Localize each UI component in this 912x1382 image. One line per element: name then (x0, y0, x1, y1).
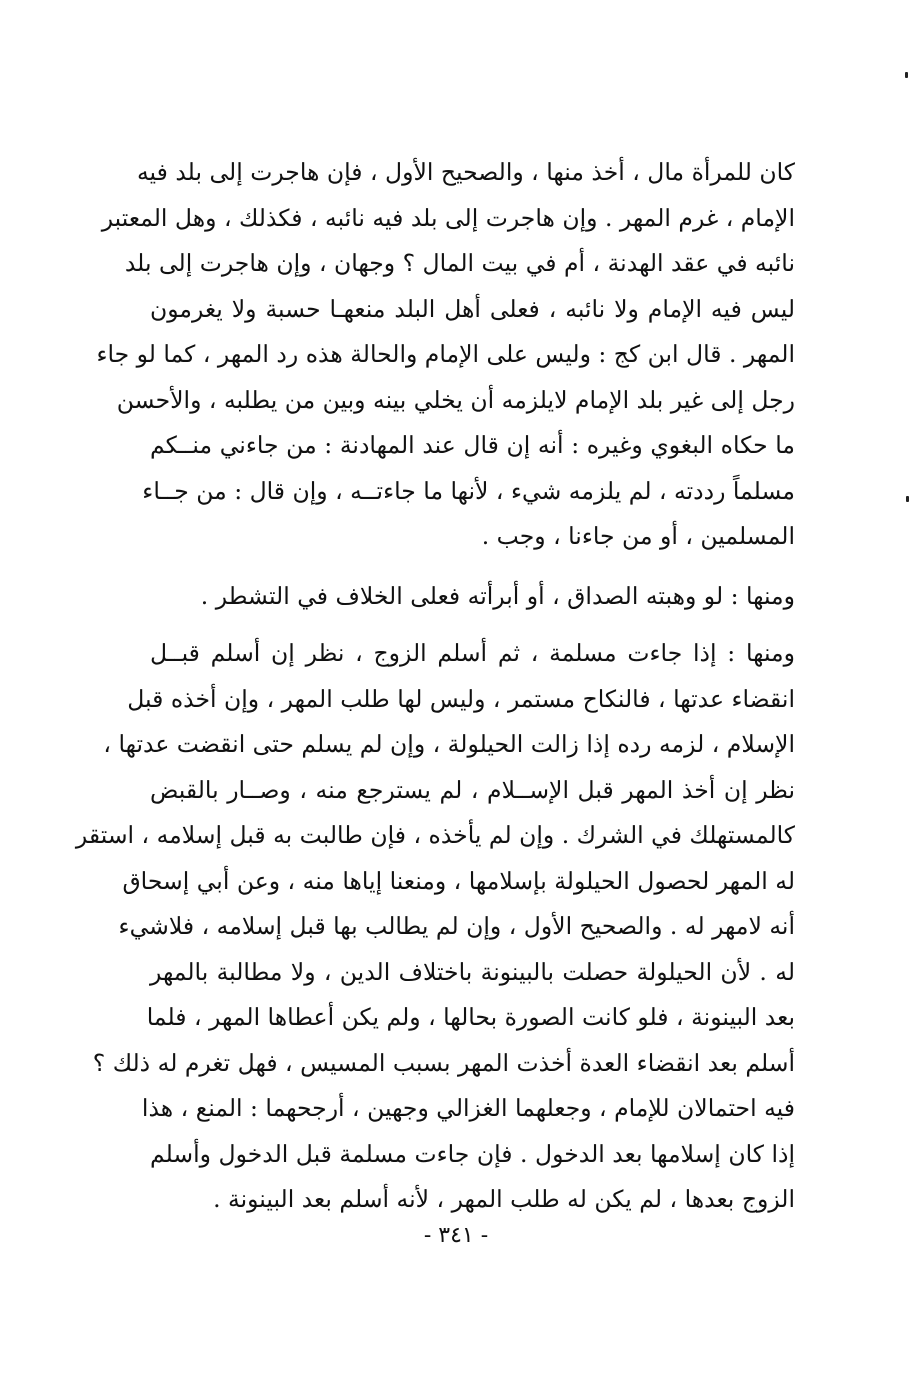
text-line: ما حكاه البغوي وغيره : أنه إن قال عند المهادنة : من جاءني منــكم (150, 431, 795, 459)
text-line: الزوج بعدها ، لم يكن له طلب المهر ، لأنه أسلم بعد البينونة . (213, 1185, 795, 1213)
text-line: ليس فيه الإمام ولا نائبه ، فعلى أهل البلد منعهـا حسبة ولا يغرمون (150, 294, 795, 323)
text-line: الإمام ، غرم المهر . وإن هاجرت إلى بلد فيه نائبه ، فكذلك ، وهل المعتبر (101, 203, 795, 232)
paragraph-1 (96, 150, 795, 560)
text-line: نائبه في عقد الهدنة ، أم في بيت المال ؟ وجهان ، وإن هاجرت إلى بلد (124, 249, 795, 277)
text-line: إذا كان إسلامها بعد الدخول . فإن جاءت مسلمة قبل الدخول وأسلم (150, 1139, 795, 1168)
text-line: بعد البينونة ، فلو كانت الصورة بحالها ، ولم يكن أعطاها المهر ، فلما (146, 1003, 795, 1031)
text-line: كان للمرأة مال ، أخذ منها ، والصحيح الأول ، فإن هاجرت إلى بلد فيه (136, 158, 795, 186)
text-line: المسلمين ، أو من جاءنا ، وجب . (481, 522, 795, 550)
paragraph-3 (75, 631, 795, 1223)
page-body (75, 150, 795, 1223)
text-line: مسلماً رددته ، لم يلزمه شيء ، لأنها ما جاءتــه ، وإن قال : من جــاء (142, 476, 795, 505)
text-line: انقضاء عدتها ، فالنكاح مستمر ، وليس لها طلب المهر ، وإن أخذه قبل (127, 684, 795, 713)
paragraph-gap (150, 560, 795, 574)
text-line: فيه احتمالان للإمام ، وجعلهما الغزالي وجهين ، أرجحهما : المنع ، هذا (141, 1094, 795, 1122)
text-line: المهر . قال ابن كج : وليس على الإمام والحالة هذه رد المهر ، كما لو جاء (96, 340, 795, 368)
text-line: الإسلام ، لزمه رده إذا زالت الحيلولة ، وإن لم يسلم حتى انقضت عدتها ، (103, 730, 795, 758)
paragraph-gap (150, 619, 795, 631)
text-line: أسلم بعد انقضاء العدة أخذت المهر بسبب المسيس ، فهل تغرم له ذلك ؟ (92, 1048, 795, 1077)
text-line: له المهر لحصول الحيلولة بإسلامها ، ومنعنا إياها منه ، وعن أبي إسحاق (122, 866, 795, 895)
text-line: نظر إن أخذ المهر قبل الإســلام ، لم يسترجع منه ، وصــار بالقبض (150, 775, 795, 804)
page-number: - ٣٤١ - (423, 1223, 489, 1248)
text-line: كالمستهلك في الشرك . وإن لم يأخذه ، فإن طالبت به قبل إسلامه ، استقر (75, 821, 795, 849)
paragraph-2 (150, 574, 795, 620)
scan-mark (905, 72, 908, 78)
text-line: ومنها : إذا جاءت مسلمة ، ثم أسلم الزوج ، نظر إن أسلم قبــل (150, 639, 795, 667)
text-line: أنه لامهر له . والصحيح الأول ، وإن لم يطالب بها قبل إسلامه ، فلاشيء (118, 912, 795, 940)
text-line: رجل إلى غير بلد الإمام لايلزمه أن يخلي بينه وبين من يطلبه ، والأحسن (116, 385, 795, 414)
scan-mark (906, 496, 909, 502)
text-line: ومنها : لو وهبته الصداق ، أو أبرأته فعلى الخلاف في التشطر . (200, 581, 795, 610)
text-line: له . لأن الحيلولة حصلت بالبينونة باختلاف الدين ، ولا مطالبة بالمهر (150, 957, 795, 986)
